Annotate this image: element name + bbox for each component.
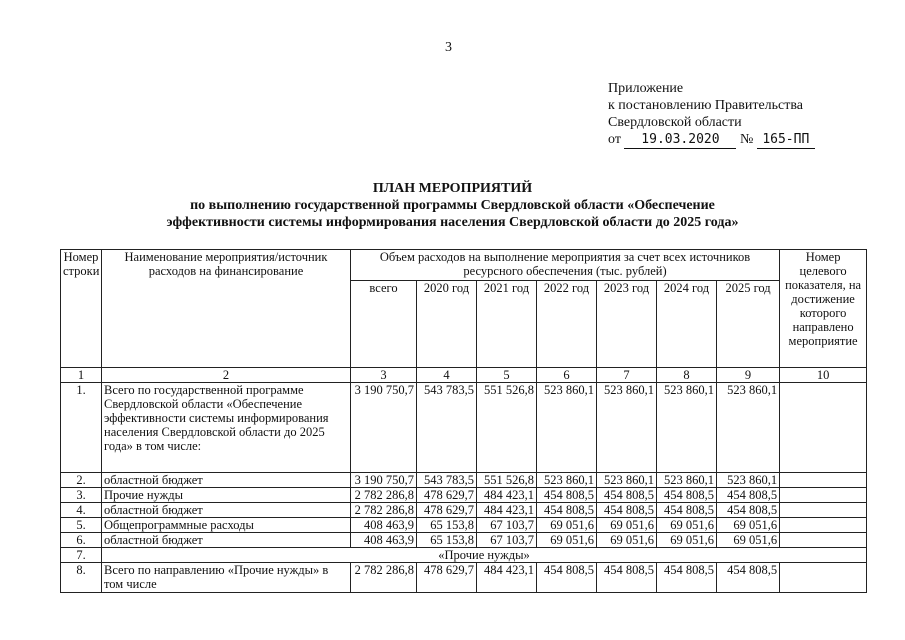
row-number: 3.: [61, 488, 102, 503]
document-title: [0, 180, 905, 231]
column-number: 8: [657, 368, 717, 383]
header-year: 2025 год: [717, 281, 780, 368]
row-name: Общепрограммные расходы: [102, 518, 351, 533]
page-number: 3: [445, 40, 452, 55]
row-number: 7.: [61, 548, 102, 563]
value-cell: 69 051,6: [657, 518, 717, 533]
target-cell: [780, 533, 867, 548]
section-label: «Прочие нужды»: [102, 548, 867, 563]
value-cell: 523 860,1: [537, 473, 597, 488]
table-row: [61, 563, 867, 593]
header-row-number: Номер строки: [61, 250, 102, 368]
row-number: 2.: [61, 473, 102, 488]
value-cell: 523 860,1: [657, 473, 717, 488]
header-year: 2021 год: [477, 281, 537, 368]
column-number: 7: [597, 368, 657, 383]
value-cell: 454 808,5: [597, 488, 657, 503]
header-volume: Объем расходов на выполнение мероприятия за счет всех источников ресурсного обеспечения (тыс. рублей): [351, 250, 780, 281]
value-cell: 3 190 750,7: [351, 383, 417, 473]
title-line-1: ПЛАН МЕРОПРИЯТИЙ: [372, 181, 533, 196]
header-year: 2022 год: [537, 281, 597, 368]
target-cell: [780, 488, 867, 503]
value-cell: 69 051,6: [657, 533, 717, 548]
column-number: 2: [102, 368, 351, 383]
value-cell: 454 808,5: [657, 563, 717, 593]
row-name: областной бюджет: [102, 533, 351, 548]
value-cell: 408 463,9: [351, 518, 417, 533]
column-number: 9: [717, 368, 780, 383]
value-cell: 484 423,1: [477, 563, 537, 593]
value-cell: 543 783,5: [417, 383, 477, 473]
value-cell: 2 782 286,8: [351, 488, 417, 503]
value-cell: 408 463,9: [351, 533, 417, 548]
column-number: 3: [351, 368, 417, 383]
row-name: областной бюджет: [102, 473, 351, 488]
appendix-line-1: Приложение: [608, 81, 684, 96]
section-row: [61, 548, 867, 563]
target-cell: [780, 563, 867, 593]
value-cell: 551 526,8: [477, 473, 537, 488]
value-cell: 454 808,5: [537, 563, 597, 593]
row-number: 8.: [61, 563, 102, 593]
value-cell: 543 783,5: [417, 473, 477, 488]
header-year: 2020 год: [417, 281, 477, 368]
column-numbers-row: [61, 368, 867, 383]
value-cell: 478 629,7: [417, 503, 477, 518]
row-number: 6.: [61, 533, 102, 548]
appendix-block: [608, 80, 815, 149]
header-total: всего: [351, 281, 417, 368]
value-cell: 523 860,1: [717, 473, 780, 488]
value-cell: 67 103,7: [477, 518, 537, 533]
title-line-3: эффективности системы информирования населения Свердловской области до 2025 года»: [166, 215, 739, 230]
column-number: 10: [780, 368, 867, 383]
value-cell: 454 808,5: [717, 488, 780, 503]
appendix-line-3: Свердловской области: [608, 115, 742, 130]
value-cell: 454 808,5: [657, 488, 717, 503]
table-row: [61, 488, 867, 503]
value-cell: 523 860,1: [717, 383, 780, 473]
table-row: [61, 533, 867, 548]
header-year: 2024 год: [657, 281, 717, 368]
row-name: Всего по государственной программе Свердловской области «Обеспечение эффективности системы информирования населения Свердловской области до 2025 года» в том числе:: [102, 383, 351, 473]
header-target: Номер целевого показателя, на достижение которого направлено мероприятие: [780, 250, 867, 368]
value-cell: 523 860,1: [597, 473, 657, 488]
table-row: [61, 503, 867, 518]
column-number: 6: [537, 368, 597, 383]
header-year: 2023 год: [597, 281, 657, 368]
value-cell: 454 808,5: [597, 503, 657, 518]
column-number: 5: [477, 368, 537, 383]
table-row: [61, 518, 867, 533]
appendix-line-2: к постановлению Правительства: [608, 98, 804, 113]
plan-table: [60, 249, 867, 593]
column-number: 1: [61, 368, 102, 383]
value-cell: 484 423,1: [477, 488, 537, 503]
value-cell: 69 051,6: [597, 518, 657, 533]
target-cell: [780, 518, 867, 533]
title-line-2: по выполнению государственной программы Свердловской области «Обеспечение: [190, 198, 715, 213]
value-cell: 454 808,5: [537, 488, 597, 503]
value-cell: 523 860,1: [657, 383, 717, 473]
value-cell: 69 051,6: [717, 518, 780, 533]
value-cell: 484 423,1: [477, 503, 537, 518]
from-label: от: [608, 132, 621, 147]
value-cell: 454 808,5: [717, 563, 780, 593]
value-cell: 2 782 286,8: [351, 503, 417, 518]
value-cell: 2 782 286,8: [351, 563, 417, 593]
decree-date: 19.03.2020: [624, 131, 736, 149]
value-cell: 454 808,5: [537, 503, 597, 518]
value-cell: 454 808,5: [717, 503, 780, 518]
value-cell: 69 051,6: [597, 533, 657, 548]
value-cell: 454 808,5: [657, 503, 717, 518]
value-cell: 65 153,8: [417, 518, 477, 533]
value-cell: 69 051,6: [537, 533, 597, 548]
row-number: 1.: [61, 383, 102, 473]
table-row: [61, 383, 867, 473]
value-cell: 454 808,5: [597, 563, 657, 593]
decree-number: 165-ПП: [757, 131, 815, 149]
value-cell: 551 526,8: [477, 383, 537, 473]
header-name: Наименование мероприятия/источник расходов на финансирование: [102, 250, 351, 368]
table-row: [61, 473, 867, 488]
number-label: №: [739, 132, 754, 147]
row-name: Прочие нужды: [102, 488, 351, 503]
row-number: 5.: [61, 518, 102, 533]
row-name: Всего по направлению «Прочие нужды» в том числе: [102, 563, 351, 593]
value-cell: 69 051,6: [537, 518, 597, 533]
row-number: 4.: [61, 503, 102, 518]
target-cell: [780, 383, 867, 473]
appendix-date-line: [608, 131, 815, 149]
value-cell: 523 860,1: [537, 383, 597, 473]
value-cell: 478 629,7: [417, 563, 477, 593]
target-cell: [780, 473, 867, 488]
value-cell: 478 629,7: [417, 488, 477, 503]
value-cell: 523 860,1: [597, 383, 657, 473]
value-cell: 67 103,7: [477, 533, 537, 548]
value-cell: 65 153,8: [417, 533, 477, 548]
column-number: 4: [417, 368, 477, 383]
target-cell: [780, 503, 867, 518]
value-cell: 3 190 750,7: [351, 473, 417, 488]
value-cell: 69 051,6: [717, 533, 780, 548]
row-name: областной бюджет: [102, 503, 351, 518]
